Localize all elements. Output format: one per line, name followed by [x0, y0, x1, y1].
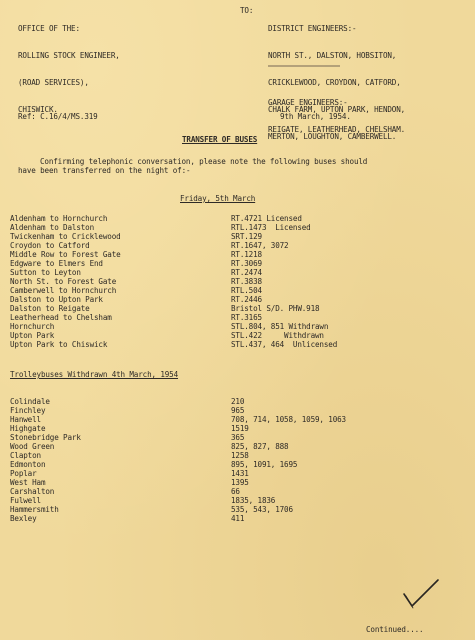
depot-name: Poplar — [10, 469, 37, 478]
transfer-route: Sutton to Leyton — [10, 268, 81, 277]
transfer-route: Aldenham to Hornchurch — [10, 214, 108, 223]
to-label: TO: — [240, 6, 254, 15]
intro-line: Confirming telephonic conversation, please note the following buses should — [40, 157, 368, 166]
depot-name: Highgate — [10, 424, 46, 433]
transfer-route: Dalston to Upton Park — [10, 295, 103, 304]
transfer-route: Aldenham to Dalston — [10, 223, 95, 232]
trolleybus-numbers: 411 — [231, 514, 245, 523]
depot-name: West Ham — [10, 478, 46, 487]
continued-note: Continued.... — [366, 625, 424, 634]
transfer-route: Croydon to Catford — [10, 241, 90, 250]
depot-name: Finchley — [10, 406, 46, 415]
garage-line: REIGATE, LEATHERHEAD, CHELSHAM. — [268, 125, 406, 134]
transfer-detail: RT.1647, 3072 — [231, 241, 289, 250]
recipient-line: CHALK FARM, UPTON PARK, HENDON, — [268, 105, 406, 114]
trolleybus-numbers: 965 — [231, 406, 245, 415]
trolleybus-numbers: 1395 — [231, 478, 249, 487]
transfer-detail: RTL.1473 Licensed — [231, 223, 311, 232]
transfer-detail: STL.437, 464 Unlicensed — [231, 340, 338, 349]
trolleybus-numbers: 1258 — [231, 451, 249, 460]
transfer-route: Camberwell to Hornchurch — [10, 286, 117, 295]
trolleybus-numbers: 1835, 1836 — [231, 496, 276, 505]
transfer-route: Edgware to Elmers End — [10, 259, 103, 268]
transfer-route: Hornchurch — [10, 322, 55, 331]
trolleybus-numbers: 1431 — [231, 469, 249, 478]
depot-name: Hammersmith — [10, 505, 59, 514]
transfer-detail: RT.3165 — [231, 313, 262, 322]
letter-date: 9th March, 1954. — [280, 112, 351, 121]
sender-block — [18, 6, 120, 123]
sender-line: OFFICE OF THE: — [18, 24, 80, 33]
trolleybus-numbers: 825, 827, 888 — [231, 442, 289, 451]
garage-line: GARAGE ENGINEERS:- — [268, 98, 348, 107]
trolleybus-numbers: 708, 714, 1058, 1059, 1063 — [231, 415, 346, 424]
recipient-line: MERTON, LOUGHTON, CAMBERWELL. — [268, 132, 397, 141]
transfer-detail: RT.2446 — [231, 295, 262, 304]
check-mark-icon — [402, 578, 442, 612]
intro-line: have been transferred on the night of:- — [18, 166, 191, 175]
transfer-detail: RT.2474 — [231, 268, 262, 277]
reference-number: Ref: C.16/4/MS.319 — [18, 112, 98, 121]
transfer-detail: Bristol S/D. PHW.918 — [231, 304, 320, 313]
section-heading-friday: Friday, 5th March — [180, 194, 256, 203]
transfer-detail: RT.4721 Licensed — [231, 214, 302, 223]
transfer-detail: RTL.504 — [231, 286, 262, 295]
transfer-route: Leatherhead to Chelsham — [10, 313, 112, 322]
recipient-line: CRICKLEWOOD, CROYDON, CATFORD, — [268, 78, 401, 87]
depot-name: Edmonton — [10, 460, 46, 469]
transfer-route: Dalston to Reigate — [10, 304, 90, 313]
trolleybus-numbers: 895, 1091, 1695 — [231, 460, 298, 469]
depot-name: Colindale — [10, 397, 50, 406]
transfer-detail: RT.1218 — [231, 250, 262, 259]
depot-name: Fulwell — [10, 496, 41, 505]
depot-name: Wood Green — [10, 442, 55, 451]
transfer-detail: STL.422 Withdrawn — [231, 331, 324, 340]
transfer-detail: STL.804, 851 Withdrawn — [231, 322, 329, 331]
recipient-line: DISTRICT ENGINEERS:- — [268, 24, 357, 33]
sender-line: CHISWICK. — [18, 105, 58, 114]
trolleybus-numbers: 210 — [231, 397, 245, 406]
depot-name: Carshalton — [10, 487, 55, 496]
trolleybus-numbers: 535, 543, 1706 — [231, 505, 293, 514]
depot-name: Clapton — [10, 451, 41, 460]
transfer-route: Upton Park to Chiswick — [10, 340, 108, 349]
trolleybus-numbers: 365 — [231, 433, 245, 442]
transfer-route: Twickenham to Cricklewood — [10, 232, 121, 241]
trolleybus-numbers: 1519 — [231, 424, 249, 433]
struck-out-line — [268, 65, 340, 67]
transfer-route: Upton Park — [10, 331, 55, 340]
transfer-route: Middle Row to Forest Gate — [10, 250, 121, 259]
depot-name: Hanwell — [10, 415, 41, 424]
sender-line: (ROAD SERVICES), — [18, 78, 89, 87]
depot-name: Stonebridge Park — [10, 433, 81, 442]
trolleybus-numbers: 66 — [231, 487, 240, 496]
sender-line: ROLLING STOCK ENGINEER, — [18, 51, 120, 60]
depot-name: Bexley — [10, 514, 37, 523]
transfer-detail: RT.3838 — [231, 277, 262, 286]
recipient-line: NORTH ST., DALSTON, HOBSITON, — [268, 51, 397, 60]
section-heading-trolleybuses: Trolleybuses Withdrawn 4th March, 1954 — [10, 370, 179, 379]
transfer-detail: SRT.129 — [231, 232, 262, 241]
transfer-route: North St. to Forest Gate — [10, 277, 117, 286]
transfer-detail: RT.3069 — [231, 259, 262, 268]
document-title: TRANSFER OF BUSES — [182, 135, 258, 144]
